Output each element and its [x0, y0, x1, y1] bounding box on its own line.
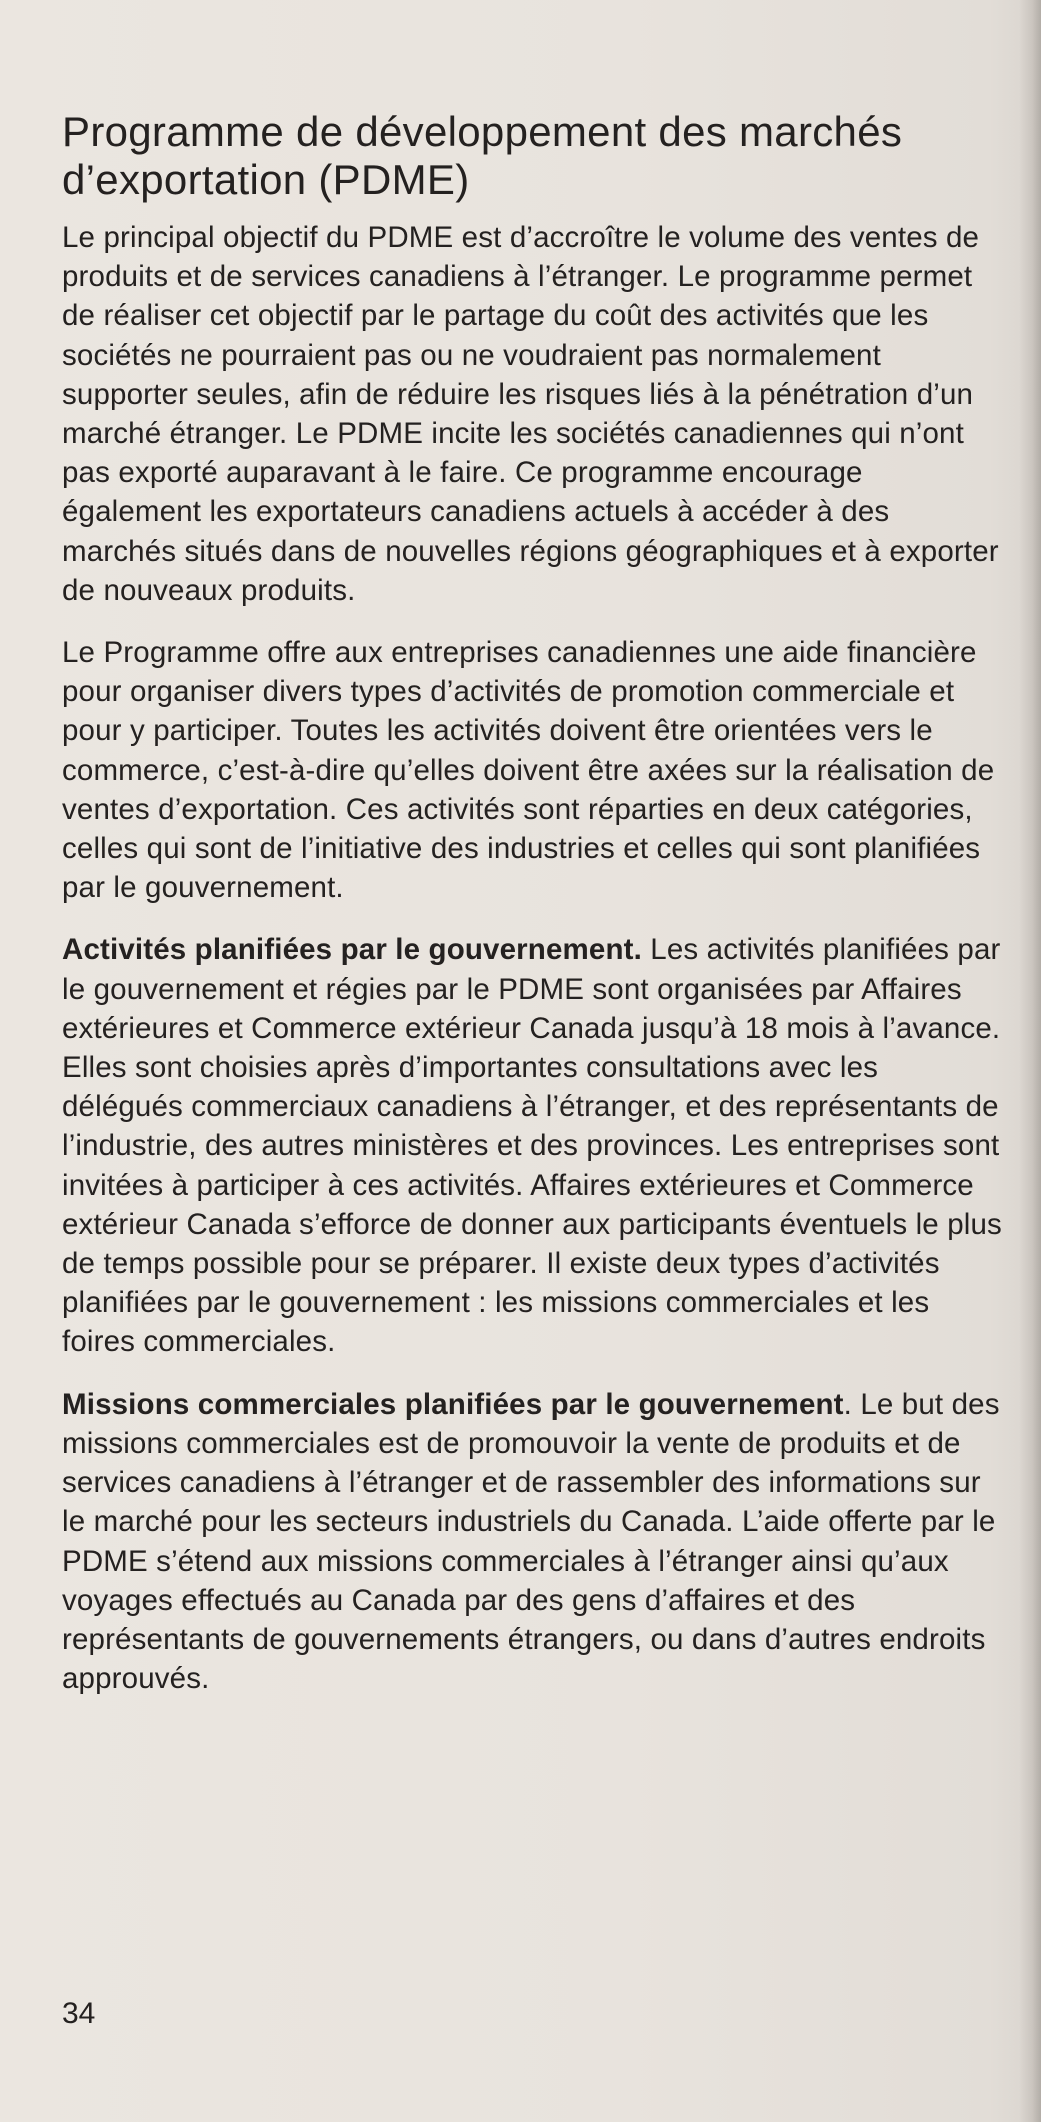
- paragraph-government-activities: [62, 930, 1007, 1361]
- document-body: [62, 108, 1007, 1698]
- paragraph-text: Les activités planifiées par le gouvernement et régies par le PDME sont organisées par Affaires extérieures et Commerce extérieur Canada jusqu’à 18 mois à l’avance. Elles sont choisies après d’importantes consultations avec les délégués commerciaux canadiens à l’étranger, et des représentants de l’industrie, des autres ministères et des provinces. Les entreprises sont invitées à participer à ces activités. Affaires extérieures et Commerce extérieur Canada s’efforce de donner aux participants éventuels le plus de temps possible pour se préparer. Il existe deux types d’activités planifiées par le gouvernement : les missions commerciales et les foires commerciales.: [62, 933, 1002, 1359]
- paragraph-intro: [62, 218, 1007, 610]
- paragraph-text: Le Programme offre aux entreprises canadiennes une aide financière pour organiser divers types d’activités de promotion commerciale et pour y participer. Toutes les activités doivent être orientées vers le commerce, c’est-à-dire qu’elles doivent être axées sur la réalisation de ventes d’exportation. Ces activités sont réparties en deux catégories, celles qui sont de l’initiative des industries et celles qui sont planifiées par le gouvernement.: [62, 636, 995, 905]
- paragraph-program-aid: [62, 633, 1007, 907]
- page-number: 34: [62, 1997, 96, 2030]
- paragraph-lead-heading: Activités planifiées par le gouvernement.: [62, 933, 642, 967]
- paragraph-lead-heading: Missions commerciales planifiées par le gouvernement: [62, 1387, 844, 1421]
- paragraph-trade-missions: [62, 1385, 1007, 1699]
- page-edge-shadow: [1019, 0, 1041, 2122]
- paragraph-text: Le principal objectif du PDME est d’accroître le volume des ventes de produits et de services canadiens à l’étranger. Le programme permet de réaliser cet objectif par le partage du coût des activités que les sociétés ne pourraient pas ou ne voudraient pas normalement supporter seules, afin de réduire les risques liés à la pénétration d’un marché étranger. Le PDME incite les sociétés canadiennes qui n’ont pas exporté auparavant à le faire. Ce programme encourage également les exportateurs canadiens actuels à accéder à des marchés situés dans de nouvelles régions géographiques et à exporter de nouveaux produits.: [62, 221, 999, 607]
- paragraph-text: . Le but des missions commerciales est de promouvoir la vente de produits et de services canadiens à l’étranger et de rassembler des informations sur le marché pour les secteurs industriels du Canada. L’aide offerte par le PDME s’étend aux missions commerciales à l’étranger ainsi qu’aux voyages effectués au Canada par des gens d’affaires et des représentants de gouvernements étrangers, ou dans d’autres endroits approuvés.: [62, 1387, 1000, 1696]
- section-title: Programme de développement des marchés d’exportation (PDME): [62, 108, 903, 203]
